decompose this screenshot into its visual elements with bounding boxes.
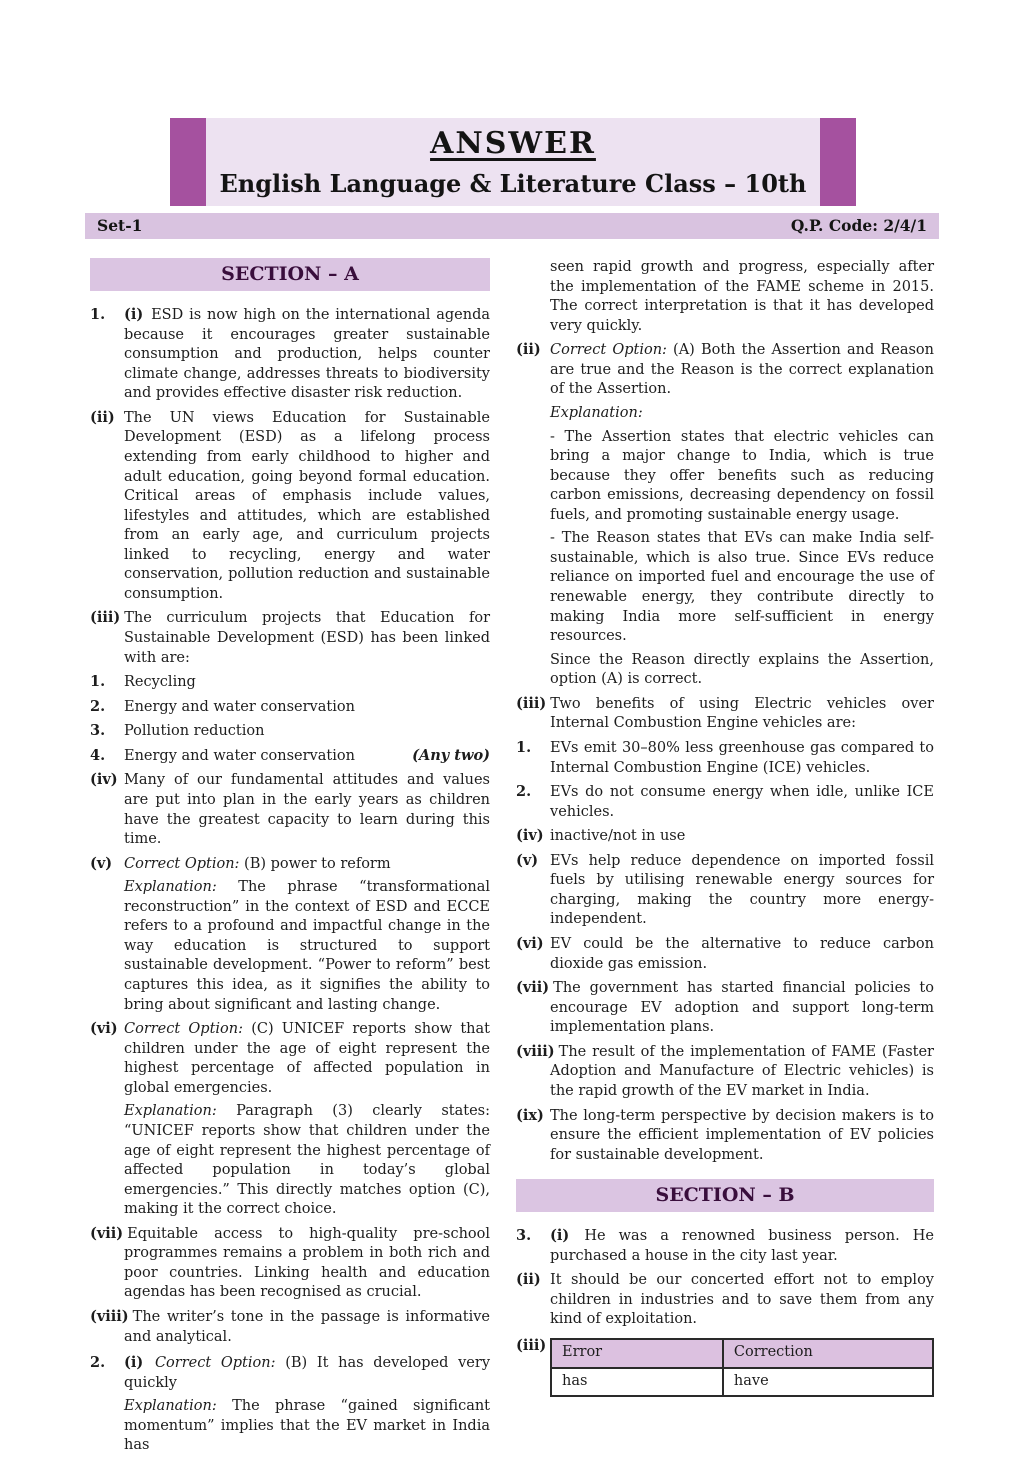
explanation-1-v xyxy=(124,878,490,1015)
answer-2-iii xyxy=(516,694,934,734)
header-right-bar xyxy=(820,118,856,206)
correct-option-label: Correct Option: xyxy=(550,342,667,359)
part-marker: (vi) xyxy=(516,935,544,952)
answer-text: The writer’s tone in the passage is informative and analytical. xyxy=(124,1309,490,1345)
part-marker: (vii) xyxy=(516,979,550,997)
error-column-header: Error xyxy=(551,1339,723,1368)
answer-text: Paragraph (3) clearly states: “UNICEF reports show that children under the age of eight represent the highest percentage of affected population in today’s global emergencies.” This directly matches option (C), making it the correct choice. xyxy=(124,1103,490,1218)
error-correction-table xyxy=(550,1338,934,1397)
answer-text: Two benefits of using Electric vehicles over Internal Combustion Engine vehicles are: xyxy=(550,695,934,732)
answer-text: (A) Both the Assertion and Reason are true and the Reason is the correct explanation of the Assertion. xyxy=(550,342,935,398)
answer-text: EVs emit 30–80% less greenhouse gas compared to Internal Combustion Engine (ICE) vehicles. xyxy=(550,739,934,776)
answer-2-vi xyxy=(516,934,934,974)
explanation-label: Explanation: xyxy=(124,1398,217,1415)
answer-2-ix xyxy=(516,1106,934,1166)
answer-text: The phrase “transformational reconstruction” in the context of ESD and ECCE refers to a profound and impactful change in the way education is structured to support sustainable development. “Power to reform” best captures this idea, as it signifies the ability to bring about significant and lasting change. xyxy=(124,879,490,1013)
answer-2-ii xyxy=(516,340,935,400)
part-marker: (viii) xyxy=(90,1308,129,1325)
answer-text: ESD is now high on the international agenda because it encourages greater sustainable consumption and production, helps counter climate change, addresses threats to biodiversity and provides effective disaster risk reduction. xyxy=(124,307,491,402)
answer-text: (B) It has developed very quickly xyxy=(124,1355,491,1391)
part-marker: (iii) xyxy=(516,694,547,712)
answer-3-ii xyxy=(516,1270,934,1330)
answer-2-iv xyxy=(516,826,934,847)
question-number: 2. xyxy=(90,1354,106,1372)
answer-text: (C) UNICEF reports show that children under the age of eight represent the highest percentage of affected population in global emergencies. xyxy=(124,1021,490,1096)
correction-cell: have xyxy=(723,1368,933,1397)
part-marker: (i) xyxy=(550,1227,570,1245)
answer-1-iv xyxy=(90,770,490,849)
explanation-label: Explanation: xyxy=(124,1103,217,1120)
table-header-row xyxy=(551,1339,933,1368)
answer-text: EV could be the alternative to reduce carbon dioxide gas emission. xyxy=(550,936,934,972)
list-number: 3. xyxy=(90,722,106,740)
list-number: 1. xyxy=(516,738,532,756)
part-marker: (viii) xyxy=(516,1042,555,1060)
answer-1-vi xyxy=(90,1019,490,1098)
answer-2-i xyxy=(90,1353,491,1393)
answer-text: It should be our concerted effort not to employ children in industries and to save them from any kind of exploitation. xyxy=(550,1272,934,1328)
correct-option-label: Correct Option: xyxy=(124,1021,243,1038)
answer-text: Energy and water conservation xyxy=(124,747,355,764)
meta-strip xyxy=(85,213,939,239)
part-marker: (ii) xyxy=(516,1271,541,1289)
answer-1-i xyxy=(90,305,491,404)
answer-text: Energy and water conservation xyxy=(124,698,355,715)
page-subtitle: English Language & Literature Class – 10th xyxy=(219,169,807,198)
answer-text: - The Reason states that EVs can make India self-sustainable, which is also true. Since EVs reduce reliance on imported fuel and encourage the use of renewable energy, they contribute directly to making India more self-sufficient in energy resources. xyxy=(550,530,934,645)
answer-text: - The Assertion states that electric vehicles can bring a major change to India, which is true because they offer benefits such as reducing carbon emissions, decreasing dependency on fossil fuels, and promoting sustainable energy usage. xyxy=(550,428,934,523)
answer-1-viii xyxy=(90,1307,490,1347)
error-cell: has xyxy=(551,1368,723,1397)
part-marker: (v) xyxy=(516,851,539,869)
section-b-banner: SECTION – B xyxy=(516,1179,934,1212)
part-marker: (ii) xyxy=(516,341,541,359)
list-item-4 xyxy=(90,746,490,767)
answer-text: The phrase “gained significant momentum” implies that the EV market in India has xyxy=(124,1398,491,1454)
part-marker: (i) xyxy=(124,1354,144,1372)
answer-text: The government has started financial policies to encourage EV adoption and support long-term implementation plans. xyxy=(550,980,934,1036)
list-number: 2. xyxy=(90,697,106,715)
part-marker: (iv) xyxy=(516,827,544,845)
explanation-label: Explanation: xyxy=(550,404,643,421)
answer-2-v xyxy=(516,851,934,930)
part-marker: (iii) xyxy=(90,609,121,627)
header-left-bar xyxy=(170,118,206,206)
benefit-item-2 xyxy=(516,782,934,822)
question-number: 1. xyxy=(90,306,106,323)
answer-2-i-continuation xyxy=(550,258,934,336)
answer-text: The curriculum projects that Education for Sustainable Development (ESD) has been linked with are: xyxy=(124,610,490,666)
header-band xyxy=(170,118,856,206)
answer-1-vii xyxy=(90,1224,490,1303)
answer-text: Equitable access to high-quality pre-school programmes remains a problem in both rich and poor countries. Linking health and education agendas has been recognised as crucial. xyxy=(124,1225,490,1301)
answer-text: The result of the implementation of FAME (Faster Adoption and Manufacture of Electric vehicles) is the rapid growth of the EV market in India. xyxy=(550,1043,934,1099)
list-item-3 xyxy=(90,721,490,742)
answer-3-i xyxy=(516,1226,935,1266)
answer-text: Recycling xyxy=(124,674,196,691)
qp-code: Q.P. Code: 2/4/1 xyxy=(790,216,927,235)
answer-text: The long-term perspective by decision makers is to ensure the efficient implementation of EV policies for sustainable development. xyxy=(550,1107,934,1163)
list-item-1 xyxy=(90,672,490,693)
answer-text: EVs do not consume energy when idle, unlike ICE vehicles. xyxy=(550,784,934,820)
page-title: ANSWER xyxy=(430,126,596,161)
explanation-label: Explanation: xyxy=(124,879,217,896)
part-marker: (iii) xyxy=(516,1337,547,1354)
explanation-2-ii-label xyxy=(550,404,934,424)
set-label: Set-1 xyxy=(97,216,143,235)
list-number: 2. xyxy=(516,783,532,801)
answer-2-vii xyxy=(516,978,934,1038)
part-marker: (ii) xyxy=(90,408,115,426)
question-number: 3. xyxy=(516,1227,532,1245)
answer-text: Pollution reduction xyxy=(124,723,265,740)
answer-text: The UN views Education for Sustainable Development (ESD) as a lifelong process extending from early childhood to higher and adult education, going beyond formal education. Critical areas of emphasis include values, lifestyles and attitudes, which are established from an early age, and curriculum projects linked to recycling, energy and water conservation, pollution reduction and sustainable consumption. xyxy=(124,409,490,602)
answer-3-iii xyxy=(516,1336,934,1397)
answer-text: seen rapid growth and progress, especially after the implementation of the FAME scheme in 2015. The correct interpretation is that it has developed very quickly. xyxy=(550,259,934,334)
answer-text: He was a renowned business person. He purchased a house in the city last year. xyxy=(550,1228,935,1264)
right-column xyxy=(516,258,934,1460)
answer-2-viii xyxy=(516,1042,934,1102)
answer-1-v xyxy=(90,854,490,875)
table-row xyxy=(551,1368,933,1397)
list-item-2 xyxy=(90,697,490,718)
answer-text: Since the Reason directly explains the Assertion, option (A) is correct. xyxy=(550,651,934,688)
list-number: 1. xyxy=(90,673,106,691)
answer-1-ii xyxy=(90,408,490,605)
list-number: 4. xyxy=(90,746,106,764)
explanation-2-ii-reason xyxy=(550,529,934,646)
answer-text: (B) power to reform xyxy=(244,855,391,872)
left-column xyxy=(90,258,490,1460)
answer-text: inactive/not in use xyxy=(550,828,686,845)
answer-1-iii xyxy=(90,608,490,668)
correct-option-label: Correct Option: xyxy=(154,1355,276,1372)
part-marker: (vi) xyxy=(90,1020,118,1038)
content-columns xyxy=(90,258,934,1460)
section-a-banner: SECTION – A xyxy=(90,258,490,291)
answer-text: Many of our fundamental attitudes and values are put into plan in the early years as children have the greatest capacity to learn during this time. xyxy=(124,772,490,848)
part-marker: (v) xyxy=(90,854,113,872)
explanation-1-vi xyxy=(124,1102,490,1219)
part-marker: (iv) xyxy=(90,771,118,789)
explanation-2-i xyxy=(124,1397,490,1456)
part-marker: (vii) xyxy=(90,1224,124,1242)
part-marker: (i) xyxy=(124,306,144,323)
correction-column-header: Correction xyxy=(723,1339,933,1368)
answer-text: EVs help reduce dependence on imported fossil fuels by utilising renewable energy sources for charging, making the country more energy-independent. xyxy=(550,852,934,928)
benefit-item-1 xyxy=(516,738,934,778)
correct-option-label: Correct Option: xyxy=(124,855,240,872)
explanation-2-ii-conclusion xyxy=(550,651,934,690)
any-two-note: (Any two) xyxy=(412,746,490,764)
explanation-2-ii-assertion xyxy=(550,428,934,526)
part-marker: (ix) xyxy=(516,1106,544,1124)
